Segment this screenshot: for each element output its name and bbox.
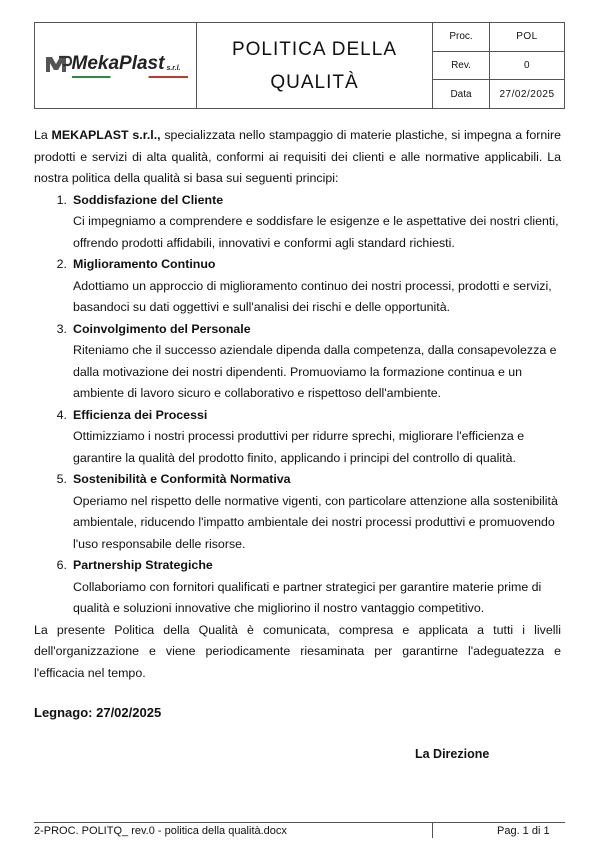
document-header <box>34 22 565 109</box>
footer-separator <box>432 822 433 838</box>
company-logo <box>44 53 188 78</box>
item-number: 4. <box>56 407 67 422</box>
footer-filename: 2-PROC. POLITQ_ rev.0 - politica della qualità.docx <box>34 825 287 837</box>
place-date: Legnago: 27/02/2025 <box>34 705 162 720</box>
intro-paragraph <box>34 125 561 190</box>
item-body: Ci impegniamo a comprendere e soddisfare le esigenze e le aspettative dei nostri clienti, offrendo prodotti affidabili, innovativi e conformi agli standard richiesti. <box>73 214 559 250</box>
list-item <box>34 319 561 405</box>
item-number: 5. <box>56 472 67 486</box>
item-body: Ottimizziamo i nostri processi produttivi per ridurre sprechi, migliorare l'efficienza e garantire la qualità del prodotto finito, applicando i principi del controllo di qualità. <box>73 429 525 465</box>
list-item <box>34 254 561 319</box>
mp-logo-icon <box>44 54 72 74</box>
logo-flag-stripe <box>72 76 188 78</box>
item-body: Riteniamo che il successo aziendale dipenda dalla competenza, dalla consapevolezza e dalla motivazione dei nostri dipendenti. Promuoviamo la formazione continua e un ambiente di lavoro sicuro e collaborativo e rispettoso dell'ambiente. <box>73 343 557 400</box>
logo-cell <box>35 23 197 108</box>
item-title: Soddisfazione del Cliente <box>73 192 224 207</box>
intro-prefix: La <box>34 128 52 142</box>
list-item <box>34 190 561 255</box>
meta-row-rev <box>433 52 564 81</box>
item-body: Collaboriamo con fornitori qualificati e partner strategici per garantire materie prime di qualità e soluzioni innovative che migliorino il nostro vantaggio competitivo. <box>73 579 542 615</box>
list-item <box>34 555 561 620</box>
meta-key: Proc. <box>433 23 490 51</box>
logo-suffix: s.r.l. <box>166 65 181 72</box>
item-title: Coinvolgimento del Personale <box>73 321 251 336</box>
item-title: Efficienza dei Processi <box>73 407 208 422</box>
meta-row-date <box>433 80 564 108</box>
meta-value: POL <box>516 31 538 43</box>
item-title: Miglioramento Continuo <box>73 257 216 271</box>
document-meta <box>433 23 564 108</box>
intro-text: specializzata nello stampaggio di materie plastiche, si impegna a fornire prodotti e servizi di alta qualità, conformi ai requisiti dei clienti e alle normative applicabili. La nostra politica della qualità si basa sui seguenti principi: <box>34 128 562 185</box>
item-number: 3. <box>56 321 67 336</box>
item-number: 6. <box>56 558 67 572</box>
footer-divider <box>34 822 565 823</box>
footer-page-number: Pag. 1 di 1 <box>497 825 550 837</box>
company-name: MEKAPLAST s.r.l., <box>51 128 161 142</box>
principles-list <box>34 190 561 620</box>
item-body: Operiamo nel rispetto delle normative vigenti, con particolare attenzione alla sostenibilità ambientale, riducendo l'impatto ambientale dei nostri processi produttivi e promuovendo l'uso responsabile delle risorse. <box>73 493 558 551</box>
meta-value: 27/02/2025 <box>499 88 555 100</box>
document-title: POLITICA DELLA QUALITÀ <box>197 23 433 108</box>
meta-key: Data <box>433 80 490 108</box>
signer: La Direzione <box>415 747 490 761</box>
meta-value: 0 <box>523 60 531 71</box>
closing-paragraph: La presente Politica della Qualità è comunicata, compresa e applicata a tutti i livelli dell'organizzazione e viene periodicamente riesaminata per garantirne l'adeguatezza e l'efficacia nel tempo. <box>34 622 561 680</box>
list-item <box>34 405 561 470</box>
meta-key: Rev. <box>433 52 490 80</box>
item-number: 2. <box>56 257 67 271</box>
item-number: 1. <box>56 192 67 207</box>
logo-brand: MekaPlast <box>71 53 165 74</box>
meta-row-proc <box>433 23 564 52</box>
item-title: Partnership Strategiche <box>73 558 213 572</box>
item-body: Adottiamo un approccio di miglioramento continuo dei nostri processi, prodotti e servizi, basandoci su dati oggettivi e sull'analisi dei rischi e delle opportunità. <box>73 278 552 314</box>
item-title: Sostenibilità e Conformità Normativa <box>73 472 291 486</box>
list-item <box>34 469 561 555</box>
document-body <box>34 125 561 684</box>
